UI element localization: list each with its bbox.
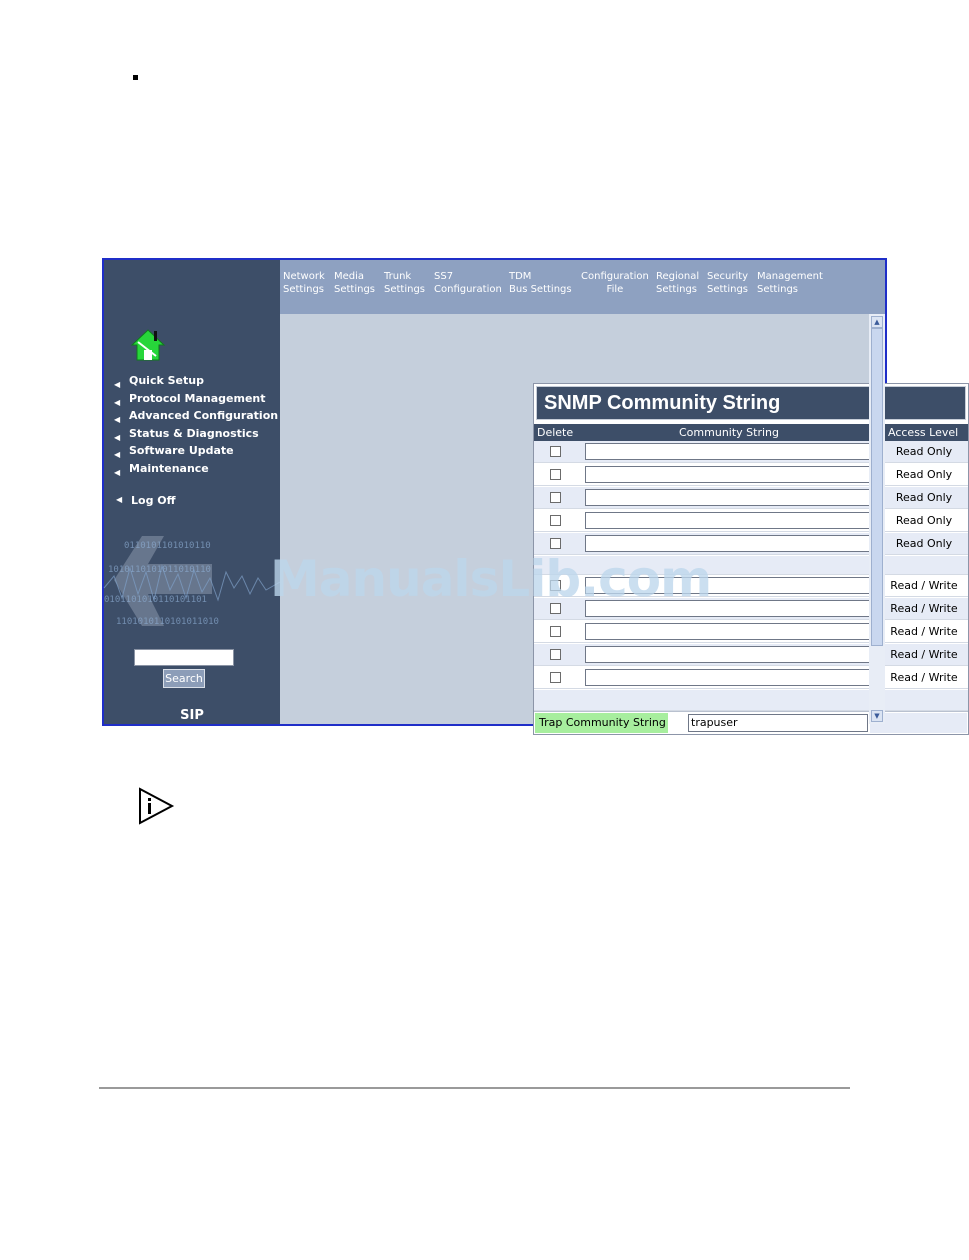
scroll-up-icon[interactable]: ▲ bbox=[871, 316, 883, 328]
delete-column-header: Delete bbox=[537, 426, 574, 439]
log-off-link[interactable]: ◀ Log Off bbox=[116, 494, 176, 507]
access-level-label: Read / Write bbox=[890, 579, 958, 592]
nav-management-settings[interactable]: Management Settings bbox=[757, 271, 823, 295]
main-content bbox=[280, 314, 959, 729]
svg-text:1101010110101011010: 1101010110101011010 bbox=[116, 617, 219, 627]
scroll-thumb[interactable] bbox=[871, 328, 883, 646]
community-string-input[interactable] bbox=[585, 443, 870, 460]
delete-checkbox[interactable] bbox=[550, 626, 561, 637]
sidebar bbox=[104, 260, 280, 724]
arrow-icon: ◀ bbox=[114, 397, 121, 407]
table-row bbox=[534, 487, 968, 509]
access-level-label: Read Only bbox=[895, 445, 953, 458]
community-string-input[interactable] bbox=[585, 669, 870, 686]
nav-trunk-settings[interactable]: Trunk Settings bbox=[384, 271, 426, 295]
bullet-mark bbox=[133, 75, 138, 80]
delete-checkbox[interactable] bbox=[550, 538, 561, 549]
menu-software-update[interactable]: ◀ Software Update bbox=[112, 442, 278, 460]
trap-community-row bbox=[534, 711, 968, 734]
access-column-header: Access Level bbox=[888, 426, 959, 439]
nav-network-settings[interactable]: Network Settings bbox=[283, 271, 325, 295]
watermark: ManualsLib.com bbox=[270, 550, 712, 608]
svg-text:1010110101011010110: 1010110101011010110 bbox=[108, 565, 211, 575]
vertical-scrollbar[interactable] bbox=[869, 314, 885, 724]
arrow-icon: ◀ bbox=[114, 450, 121, 459]
access-level-label: Read Only bbox=[895, 537, 953, 550]
table-row bbox=[534, 621, 968, 643]
menu-maintenance[interactable]: ◀ Maintenance bbox=[112, 460, 278, 478]
arrow-icon: ◀ bbox=[114, 467, 121, 477]
svg-text:0110101101010110: 0110101101010110 bbox=[124, 541, 211, 551]
search-button[interactable]: Search bbox=[163, 669, 205, 688]
table-header bbox=[534, 424, 968, 441]
arrow-icon: ◀ bbox=[114, 432, 121, 442]
trap-community-input[interactable]: trapuser bbox=[688, 714, 868, 732]
nav-media-settings[interactable]: Media Settings bbox=[334, 271, 376, 295]
table-row bbox=[534, 644, 968, 666]
nav-ss7-configuration[interactable]: SS7 Configuration bbox=[434, 271, 502, 295]
community-string-input[interactable] bbox=[585, 512, 870, 529]
table-row bbox=[534, 464, 968, 486]
community-string-input[interactable] bbox=[585, 646, 870, 663]
access-level-label: Read Only bbox=[895, 491, 953, 504]
note-info-icon bbox=[138, 787, 174, 825]
arrow-icon: ◀ bbox=[114, 380, 121, 389]
web-ui-screenshot bbox=[102, 258, 959, 729]
table-row bbox=[534, 510, 968, 532]
menu-advanced-configuration[interactable]: ◀ Advanced Configuration bbox=[112, 407, 278, 425]
menu-protocol-management[interactable]: ◀ Protocol Management bbox=[112, 390, 278, 408]
nav-security-settings[interactable]: Security Settings bbox=[707, 271, 749, 295]
community-column-header: Community String bbox=[679, 426, 779, 439]
access-level-label: Read / Write bbox=[890, 648, 958, 661]
access-level-label: Read Only bbox=[895, 514, 953, 527]
arrow-icon: ◀ bbox=[116, 495, 123, 504]
delete-checkbox[interactable] bbox=[550, 492, 561, 503]
delete-checkbox[interactable] bbox=[550, 672, 561, 683]
community-string-input[interactable] bbox=[585, 623, 870, 640]
home-icon[interactable] bbox=[130, 328, 166, 362]
access-level-label: Read Only bbox=[895, 468, 953, 481]
arrow-icon: ◀ bbox=[114, 415, 121, 424]
scroll-down-icon[interactable]: ▼ bbox=[871, 710, 883, 722]
page-title: SNMP Community String bbox=[536, 386, 966, 420]
section-divider bbox=[534, 690, 968, 711]
protocol-label: SIP bbox=[180, 708, 204, 723]
delete-checkbox[interactable] bbox=[550, 446, 561, 457]
top-navigation bbox=[280, 260, 885, 314]
delete-checkbox[interactable] bbox=[550, 469, 561, 480]
delete-checkbox[interactable] bbox=[550, 515, 561, 526]
table-row bbox=[534, 667, 968, 689]
trap-community-label: Trap Community String bbox=[535, 713, 668, 733]
svg-text:0101101010110101101: 0101101010110101101 bbox=[104, 595, 207, 605]
footer-divider bbox=[99, 1087, 850, 1089]
search-input[interactable] bbox=[134, 649, 234, 666]
access-level-label: Read / Write bbox=[890, 625, 958, 638]
community-string-input[interactable] bbox=[585, 466, 870, 483]
access-level-label: Read / Write bbox=[890, 602, 958, 615]
nav-regional-settings[interactable]: Regional Settings bbox=[656, 271, 700, 295]
community-string-input[interactable] bbox=[585, 489, 870, 506]
menu-status-diagnostics[interactable]: ◀ Status & Diagnostics bbox=[112, 425, 278, 443]
binary-decoration-graphic bbox=[104, 528, 280, 634]
main-menu bbox=[112, 372, 278, 477]
access-level-label: Read / Write bbox=[890, 671, 958, 684]
nav-tdm-bus-settings[interactable]: TDM Bus Settings bbox=[509, 271, 572, 295]
delete-checkbox[interactable] bbox=[550, 649, 561, 660]
table-row bbox=[534, 441, 968, 463]
menu-quick-setup[interactable]: ◀ Quick Setup bbox=[112, 372, 278, 390]
nav-configuration-file[interactable]: Configuration File bbox=[581, 271, 649, 295]
